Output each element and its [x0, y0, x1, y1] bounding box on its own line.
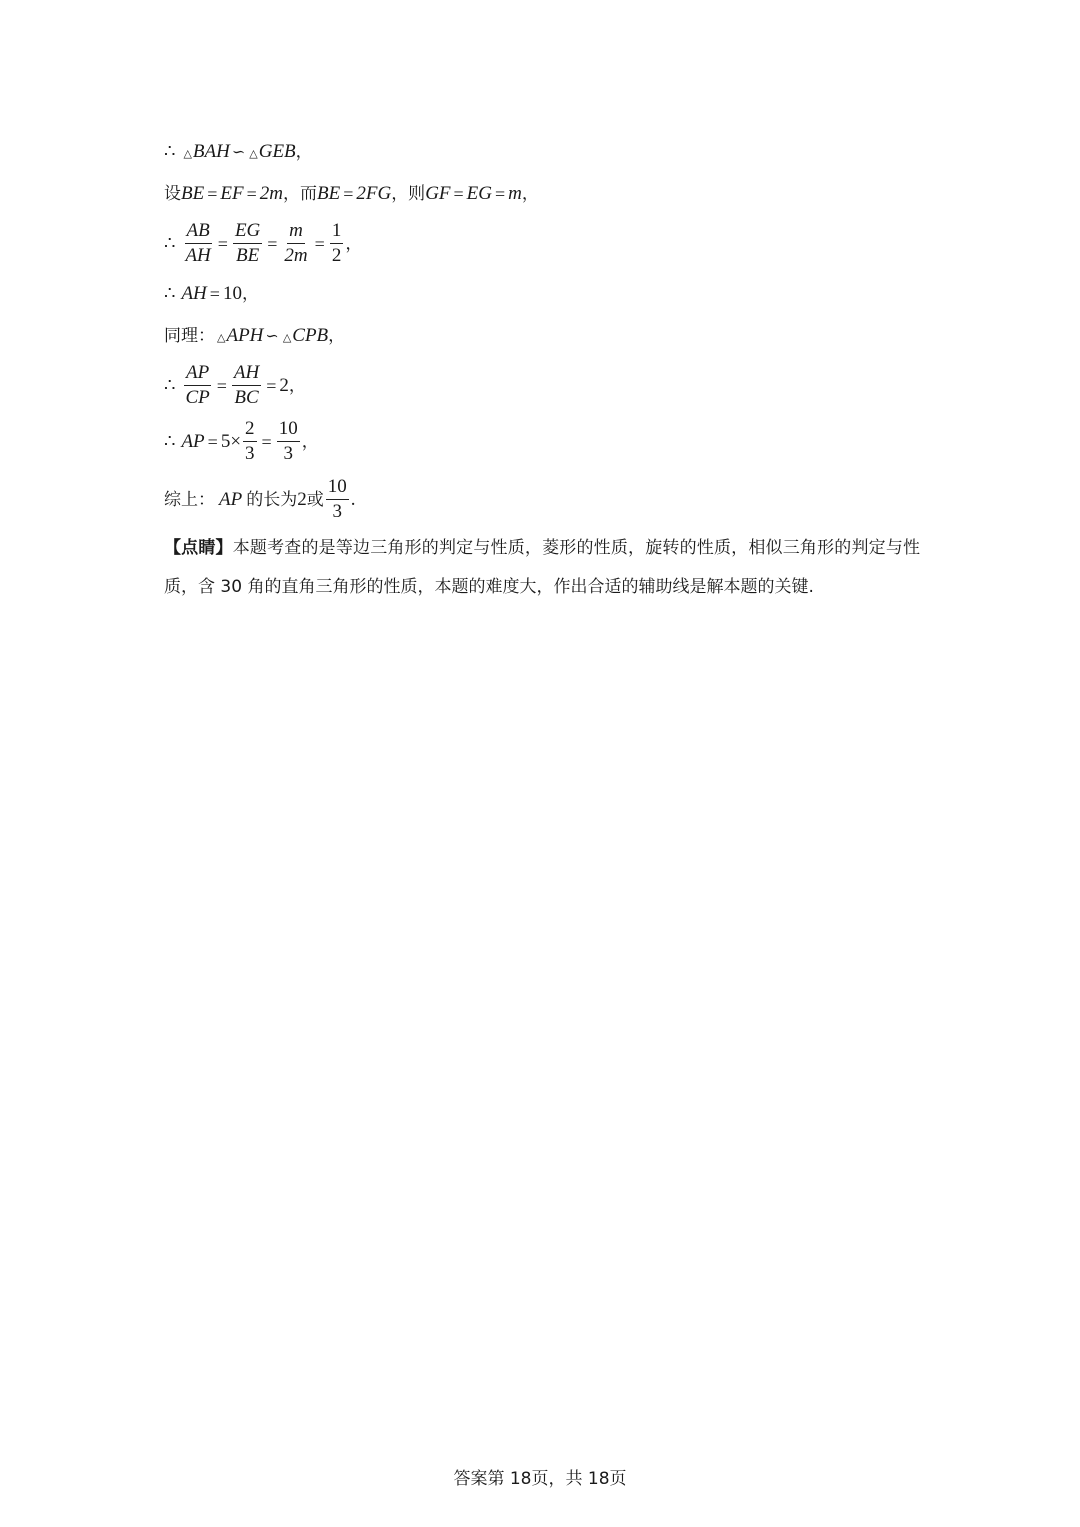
comment-text: 本题考查的是等边三角形的判定与性质，菱形的性质，旋转的性质，相似三角形的判定与性质，含 30 角的直角三角形的性质，本题的难度大，作出合适的辅助线是解本题的关键.: [164, 538, 921, 597]
therefore-symbol: ∴: [164, 430, 176, 452]
equals-sign: =: [216, 375, 227, 396]
math-number: 5×: [220, 430, 242, 452]
proof-line-6: [164, 362, 306, 409]
triangle-icon: △: [217, 331, 226, 344]
equals-sign: =: [343, 184, 354, 204]
equals-sign: =: [266, 375, 277, 396]
equals-sign: =: [246, 184, 257, 204]
therefore-symbol: ∴: [164, 141, 176, 162]
fraction-numerator: AH: [232, 362, 261, 386]
fraction: [330, 220, 344, 267]
proof-line-5: [164, 323, 345, 349]
math-term: EF: [220, 183, 244, 204]
math-term: CPB: [292, 325, 329, 346]
comment-label: 【点睛】: [164, 538, 233, 558]
punctuation: ，: [241, 284, 259, 304]
proof-line-4: [164, 281, 259, 307]
fraction-denominator: 3: [283, 443, 293, 464]
fraction-numerator: AP: [184, 362, 211, 386]
equals-sign: =: [217, 233, 228, 254]
punctuation: ，: [288, 375, 306, 396]
punctuation: ，: [295, 142, 313, 162]
punctuation: ，: [521, 184, 539, 204]
similar-symbol: ∽: [265, 326, 279, 345]
fraction-denominator: BC: [234, 387, 259, 408]
text-prefix: 综上：: [164, 489, 215, 510]
therefore-symbol: ∴: [164, 374, 176, 396]
similar-symbol: ∽: [231, 142, 246, 161]
fraction-denominator: 2m: [284, 245, 308, 266]
equals-sign: =: [261, 431, 272, 452]
comment-paragraph: [164, 529, 920, 607]
math-term: GEB: [258, 141, 296, 162]
fraction-numerator: 2: [243, 418, 257, 442]
equals-sign: =: [314, 233, 325, 254]
fraction: [232, 362, 261, 409]
punctuation: ，: [328, 326, 346, 346]
text-connector: 或: [306, 489, 324, 510]
equals-sign: =: [453, 184, 464, 204]
equals-sign: =: [495, 184, 506, 204]
fraction: [277, 418, 300, 465]
fraction: [243, 418, 257, 465]
text-connector: ，则: [391, 184, 426, 204]
fraction-numerator: AB: [185, 220, 212, 244]
math-term: m: [508, 183, 522, 204]
fraction: [183, 362, 211, 409]
math-term: GF: [425, 183, 451, 204]
proof-line-2: [164, 181, 539, 207]
fraction-denominator: 3: [245, 443, 255, 464]
text-connector: ，而: [282, 184, 317, 204]
fraction-numerator: 10: [277, 418, 300, 442]
punctuation: ，: [345, 233, 363, 254]
text-prefix: 设: [164, 184, 181, 204]
therefore-symbol: ∴: [164, 283, 176, 304]
math-term: EG: [466, 183, 492, 204]
math-term: AH: [181, 283, 207, 304]
math-number: 2: [297, 488, 307, 510]
triangle-icon: △: [183, 147, 192, 160]
fraction-denominator: BE: [235, 245, 260, 266]
math-term: 2m: [259, 183, 283, 204]
math-term: BAH: [192, 141, 230, 162]
therefore-symbol: ∴: [164, 232, 176, 254]
triangle-icon: △: [249, 147, 258, 160]
proof-line-7: [164, 418, 319, 465]
fraction-denominator: 2: [331, 245, 342, 266]
math-term: BE: [316, 183, 341, 204]
text-prefix: 同理：: [164, 326, 215, 346]
fraction-denominator: CP: [185, 387, 210, 408]
fraction: [233, 220, 262, 267]
triangle-icon: △: [282, 331, 292, 344]
fraction-denominator: AH: [185, 245, 211, 266]
proof-line-3: [164, 220, 362, 267]
math-term: APH: [226, 325, 264, 346]
fraction-numerator: 1: [330, 220, 344, 244]
fraction-numerator: m: [287, 220, 305, 244]
math-term: AP: [181, 430, 205, 452]
math-term: BE: [181, 183, 205, 204]
fraction-numerator: EG: [233, 220, 262, 244]
proof-line-1: [164, 139, 313, 165]
text-connector: 的长为: [246, 489, 298, 510]
fraction-numerator: 10: [326, 476, 349, 500]
punctuation: .: [350, 488, 356, 510]
math-number: 2: [279, 374, 289, 396]
proof-line-8: [164, 476, 355, 523]
fraction: [282, 220, 309, 267]
fraction: [183, 220, 212, 267]
math-term: AP: [219, 488, 243, 510]
fraction: [326, 476, 349, 523]
math-term: 2FG: [356, 183, 392, 204]
equals-sign: =: [207, 184, 218, 204]
fraction-denominator: 3: [332, 501, 342, 522]
math-number: 10: [222, 283, 242, 304]
equals-sign: =: [267, 233, 278, 254]
equals-sign: =: [207, 431, 218, 452]
punctuation: ，: [301, 431, 319, 452]
equals-sign: =: [209, 284, 220, 304]
page-footer: 答案第 18页，共 18页: [453, 1469, 627, 1489]
